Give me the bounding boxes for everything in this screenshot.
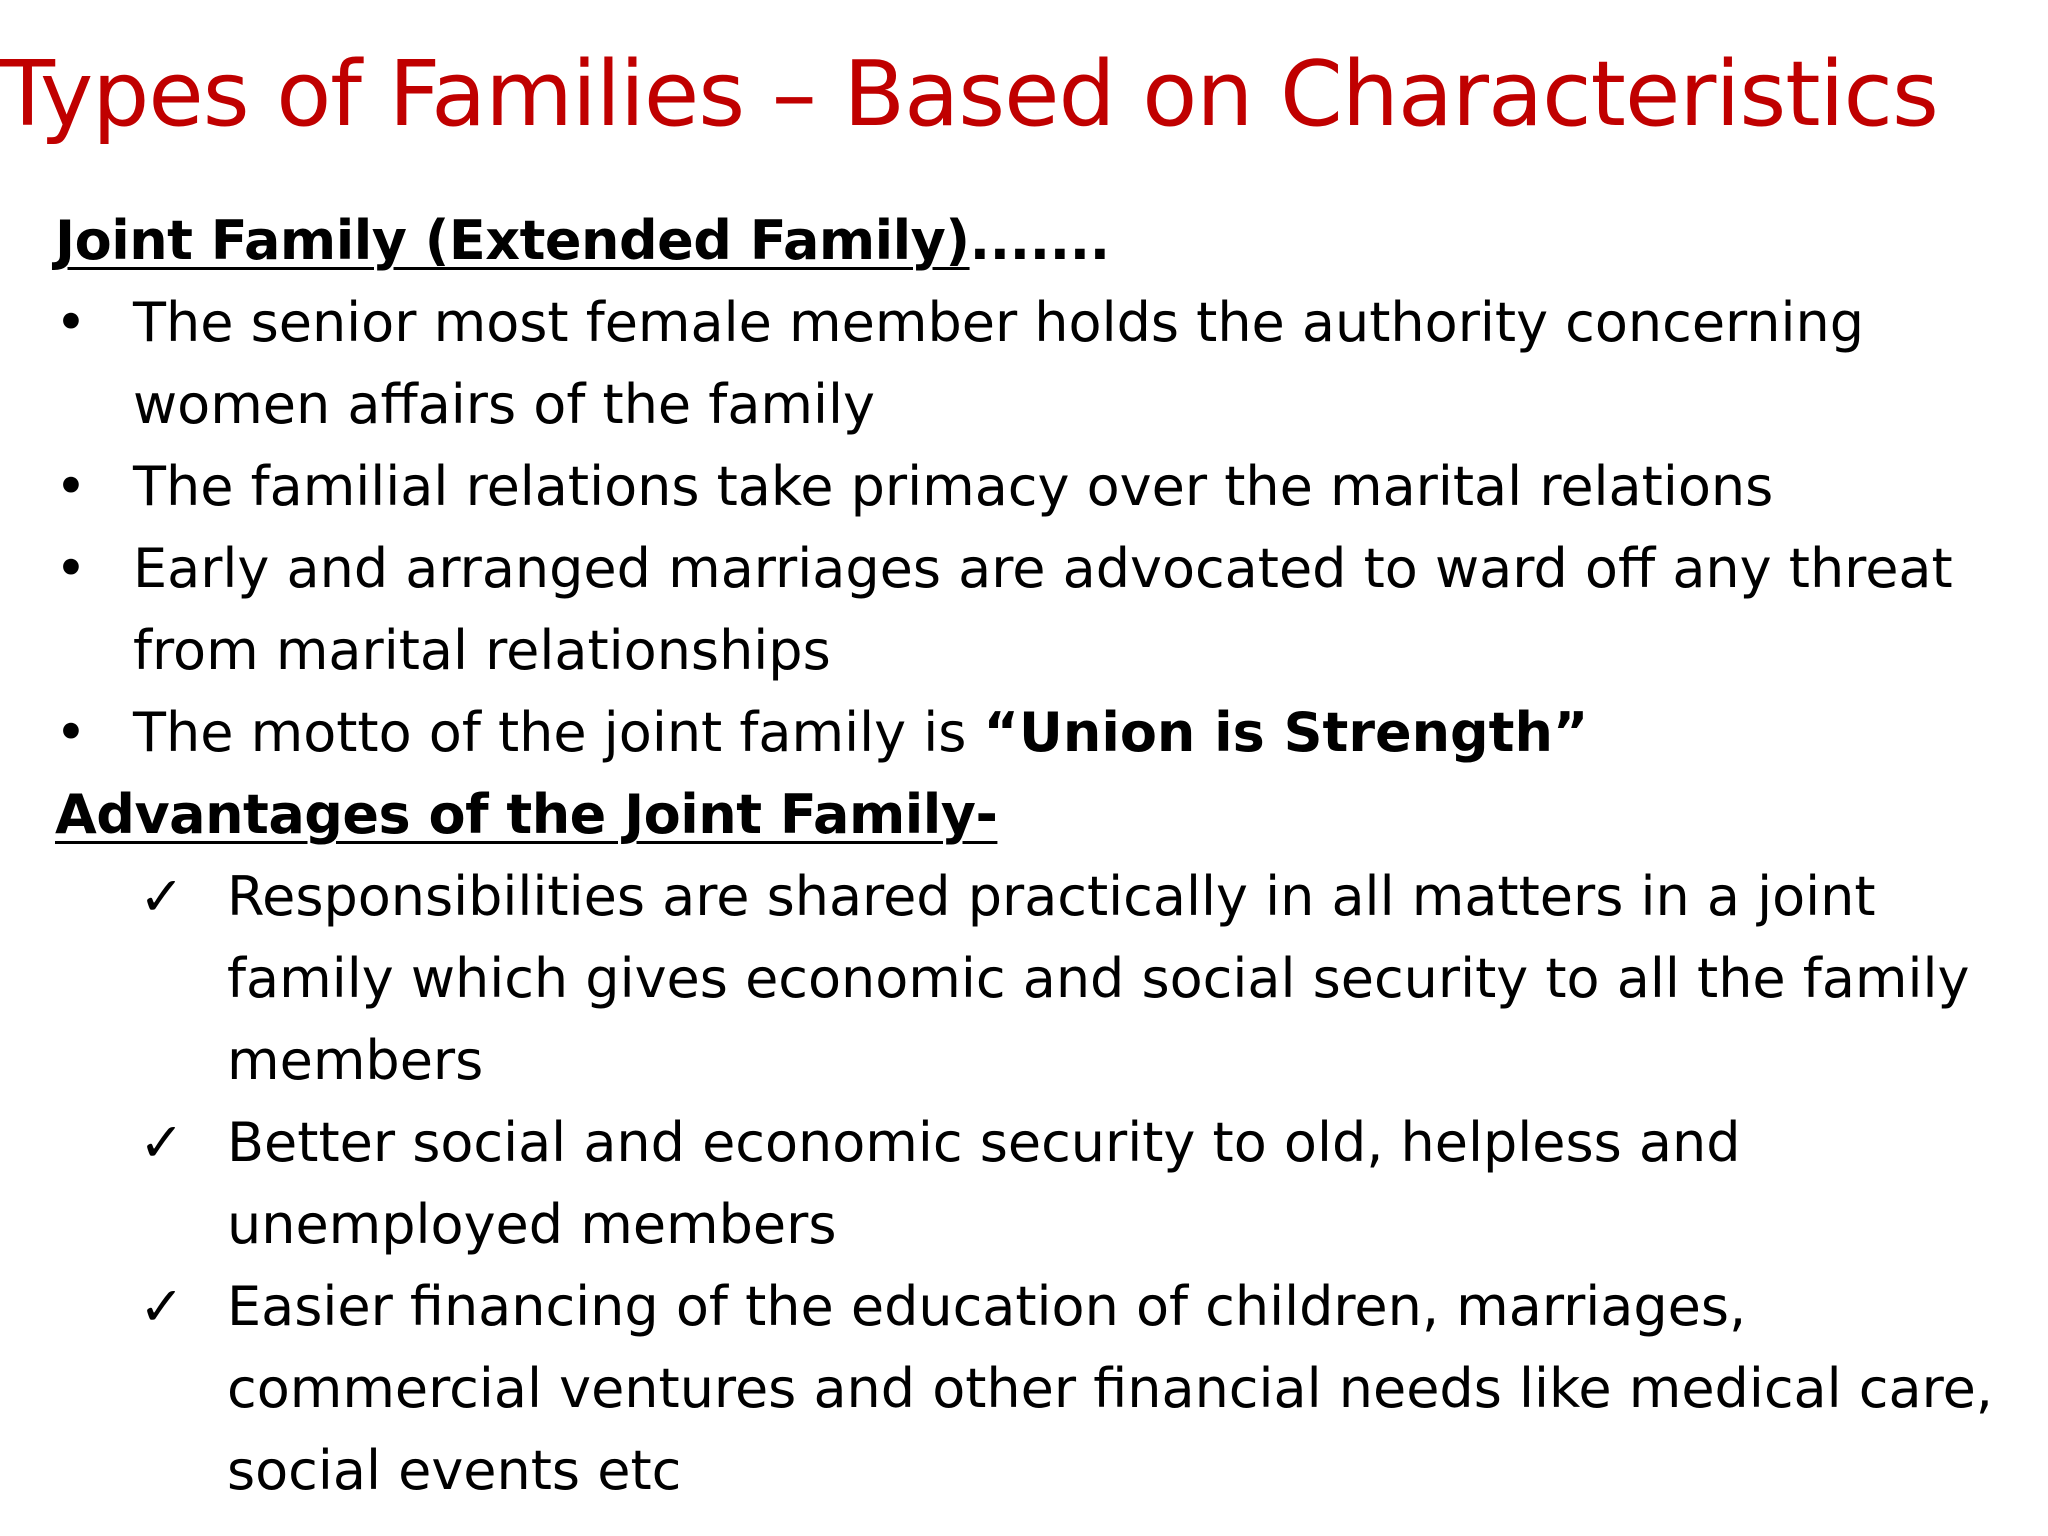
motto-emphasis-text: “Union is Strength” — [983, 701, 1589, 764]
check-item — [139, 856, 2005, 1102]
check-item-text: Better social and economic security to old, helpless and unemployed members — [227, 1111, 1741, 1256]
slide-content — [55, 200, 2005, 1512]
advantages-heading-text: Advantages of the Joint Family- — [55, 783, 998, 846]
check-item — [139, 1102, 2005, 1266]
check-item-text: Easier financing of the education of children, marriages, commercial ventures and other financial needs like medical care, social events etc — [227, 1275, 1993, 1502]
bullet-item — [55, 692, 2005, 774]
bullet-text — [133, 692, 2005, 774]
bullet-icon: • — [55, 291, 87, 354]
motto-intro-text: The motto of the joint family is — [133, 701, 984, 764]
check-item — [139, 1266, 2005, 1512]
bullet-item — [55, 282, 2005, 446]
checkmark-icon: ✓ — [139, 1275, 185, 1338]
checkmark-icon: ✓ — [139, 1111, 185, 1174]
joint-family-heading — [55, 200, 2005, 282]
bullet-icon: • — [55, 537, 87, 600]
bullet-item — [55, 446, 2005, 528]
bullet-text: The familial relations take primacy over the marital relations — [133, 455, 1774, 518]
check-item-text: Responsibilities are shared practically in all matters in a joint family which gives economic and social security to all the family members — [227, 865, 1970, 1092]
joint-family-heading-ellipsis: ....... — [969, 209, 1110, 272]
joint-family-bullet-list — [55, 282, 2005, 774]
bullet-text: Early and arranged marriages are advocated to ward off any threat from marital relationships — [133, 537, 1953, 682]
bullet-icon: • — [55, 701, 87, 764]
bullet-icon: • — [55, 455, 87, 518]
slide-title: Types of Families – Based on Characteristics — [0, 42, 1938, 147]
advantages-heading — [55, 774, 2005, 856]
joint-family-heading-text: Joint Family (Extended Family) — [55, 209, 970, 272]
bullet-item — [55, 528, 2005, 692]
checkmark-icon: ✓ — [139, 865, 185, 928]
advantages-check-list — [55, 856, 2005, 1512]
bullet-text: The senior most female member holds the authority concerning women affairs of the family — [133, 291, 1865, 436]
